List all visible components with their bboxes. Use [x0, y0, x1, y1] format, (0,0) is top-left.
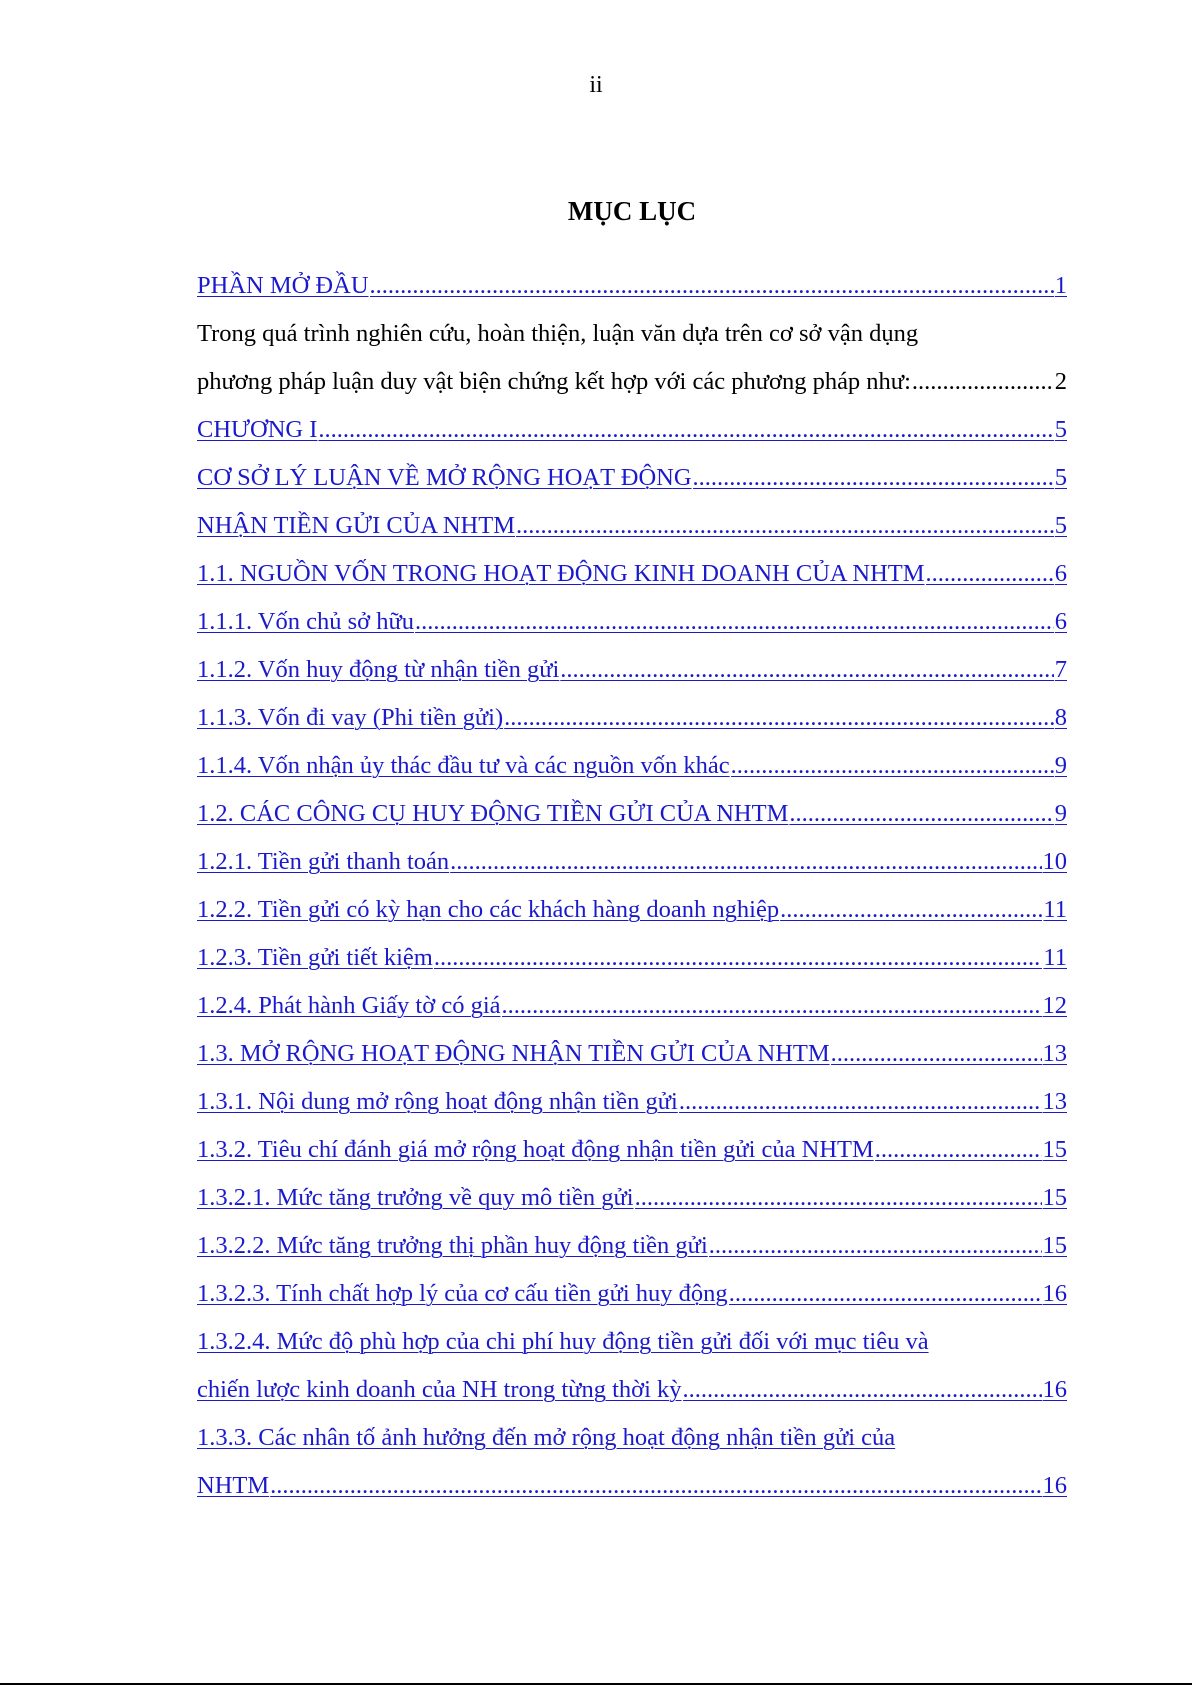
toc-entry-title: Trong quá trình nghiên cứu, hoàn thiện, luận văn dựa trên cơ sở vận dụng	[197, 320, 919, 347]
toc-dot-leader	[516, 502, 1054, 550]
toc-entry-title: chiến lược kinh doanh của NH trong từng thời kỳ	[197, 1376, 682, 1403]
toc-entry-title: 1.1.3. Vốn đi vay (Phi tiền gửi)	[197, 704, 504, 731]
toc-entry-title: PHẦN MỞ ĐẦU	[197, 272, 369, 299]
toc-entry-page: 15	[1042, 1184, 1067, 1211]
toc-dot-leader	[789, 790, 1053, 838]
toc-entry-title: 1.2. CÁC CÔNG CỤ HUY ĐỘNG TIỀN GỬI CỦA NHTM	[197, 800, 789, 827]
toc-entry-page: 1	[1054, 272, 1067, 299]
toc-entry[interactable]	[197, 1462, 1067, 1510]
toc-entry-title: CƠ SỞ LÝ LUẬN VỀ MỞ RỘNG HOẠT ĐỘNG	[197, 464, 692, 491]
toc-entry[interactable]	[197, 886, 1067, 934]
toc-dot-leader	[780, 886, 1042, 934]
toc-dot-leader	[434, 934, 1043, 982]
toc-entry[interactable]	[197, 694, 1067, 742]
toc-entry-title: 1.2.3. Tiền gửi tiết kiệm	[197, 944, 433, 971]
toc-dot-leader	[450, 838, 1041, 886]
toc-dot-leader	[683, 1366, 1042, 1414]
toc-entry-page: 7	[1054, 656, 1067, 683]
toc-entry[interactable]	[197, 1126, 1067, 1174]
toc-entry[interactable]	[197, 502, 1067, 550]
toc-entry[interactable]	[197, 1414, 1067, 1462]
toc-entry[interactable]	[197, 1174, 1067, 1222]
page-number: ii	[589, 72, 603, 98]
toc-entry-page: 2	[1054, 368, 1067, 395]
toc-dot-leader	[318, 406, 1053, 454]
toc-entry-title: 1.3.2. Tiêu chí đánh giá mở rộng hoạt động nhận tiền gửi của NHTM	[197, 1136, 874, 1163]
toc-dot-leader	[560, 646, 1053, 694]
toc-entry-title: 1.3.1. Nội dung mở rộng hoạt động nhận tiền gửi	[197, 1088, 678, 1115]
toc-entry[interactable]	[197, 790, 1067, 838]
toc-entry-title: 1.2.2. Tiền gửi có kỳ hạn cho các khách hàng doanh nghiệp	[197, 896, 780, 923]
toc-dot-leader	[926, 550, 1054, 598]
toc-dot-leader	[415, 598, 1054, 646]
toc-entry-page: 13	[1042, 1088, 1067, 1115]
toc-entry-title: phương pháp luận duy vật biện chứng kết hợp với các phương pháp như:	[197, 368, 911, 395]
toc-entry	[197, 310, 1067, 358]
toc-entry-page: 5	[1054, 512, 1067, 539]
toc-entry-page: 8	[1054, 704, 1067, 731]
page-title: MỤC LỤC	[567, 196, 697, 226]
toc-dot-leader	[729, 1270, 1042, 1318]
toc-entry-page: 16	[1042, 1472, 1067, 1499]
toc-entry-page: 13	[1042, 1040, 1067, 1067]
toc-entry-page: 5	[1054, 464, 1067, 491]
toc-entry-title: 1.1. NGUỒN VỐN TRONG HOẠT ĐỘNG KINH DOANH CỦA NHTM	[197, 560, 925, 587]
toc-entry-page: 6	[1054, 560, 1067, 587]
toc-dot-leader	[709, 1222, 1042, 1270]
toc-entry[interactable]	[197, 1318, 1067, 1366]
toc-dot-leader	[504, 694, 1054, 742]
toc-entry[interactable]	[197, 838, 1067, 886]
toc-entry[interactable]	[197, 262, 1067, 310]
toc-entry-title: NHTM	[197, 1472, 270, 1499]
toc-dot-leader	[912, 358, 1054, 406]
toc-entry-title: 1.3.2.1. Mức tăng trưởng về quy mô tiền gửi	[197, 1184, 634, 1211]
toc-entry-page: 10	[1042, 848, 1067, 875]
toc-entry-title: 1.3.2.3. Tính chất hợp lý của cơ cấu tiền gửi huy động	[197, 1280, 728, 1307]
toc-entry-page: 5	[1054, 416, 1067, 443]
toc-dot-leader	[370, 262, 1054, 310]
toc-entry-page: 15	[1042, 1136, 1067, 1163]
toc-dot-leader	[270, 1462, 1041, 1510]
toc-entry[interactable]	[197, 1222, 1067, 1270]
toc-entry-title: CHƯƠNG I	[197, 416, 318, 443]
toc-entry-title: NHẬN TIỀN GỬI CỦA NHTM	[197, 512, 515, 539]
toc-entry-title: 1.3.2.2. Mức tăng trưởng thị phần huy động tiền gửi	[197, 1232, 708, 1259]
toc-entry[interactable]	[197, 454, 1067, 502]
toc-dot-leader	[679, 1078, 1042, 1126]
toc-dot-leader	[831, 1030, 1042, 1078]
toc-entry-title: 1.2.4. Phát hành Giấy tờ có giá	[197, 992, 501, 1019]
toc-entry	[197, 358, 1067, 406]
toc-entry-page: 11	[1043, 944, 1067, 971]
toc-entry[interactable]	[197, 1078, 1067, 1126]
toc-entry-title: 1.2.1. Tiền gửi thanh toán	[197, 848, 450, 875]
toc-entry[interactable]	[197, 742, 1067, 790]
toc-entry[interactable]	[197, 1270, 1067, 1318]
toc-entry-page: 9	[1054, 800, 1067, 827]
toc-dot-leader	[731, 742, 1054, 790]
toc-dot-leader	[502, 982, 1042, 1030]
toc-dot-leader	[875, 1126, 1042, 1174]
toc-entry[interactable]	[197, 934, 1067, 982]
toc-entry-page: 16	[1042, 1280, 1067, 1307]
toc-entry-page: 6	[1054, 608, 1067, 635]
toc-entry-page: 15	[1042, 1232, 1067, 1259]
toc-entry[interactable]	[197, 1366, 1067, 1414]
toc-dot-leader	[635, 1174, 1042, 1222]
toc-entry-page: 11	[1043, 896, 1067, 923]
toc-entry-page: 16	[1042, 1376, 1067, 1403]
toc-entry[interactable]	[197, 1030, 1067, 1078]
toc-dot-leader	[693, 454, 1054, 502]
toc-entry-title: 1.3.3. Các nhân tố ảnh hưởng đến mở rộng hoạt động nhận tiền gửi của	[197, 1424, 896, 1451]
toc-entry[interactable]	[197, 550, 1067, 598]
toc-entry-title: 1.3. MỞ RỘNG HOẠT ĐỘNG NHẬN TIỀN GỬI CỦA NHTM	[197, 1040, 830, 1067]
toc-entry-title: 1.1.2. Vốn huy động từ nhận tiền gửi	[197, 656, 560, 683]
toc-entry[interactable]	[197, 646, 1067, 694]
toc-entry-page: 9	[1054, 752, 1067, 779]
toc-entry-title: 1.3.2.4. Mức độ phù hợp của chi phí huy động tiền gửi đối với mục tiêu và	[197, 1328, 929, 1355]
toc-entry-page: 12	[1042, 992, 1067, 1019]
toc-entry[interactable]	[197, 598, 1067, 646]
toc-entry[interactable]	[197, 982, 1067, 1030]
toc-entry[interactable]	[197, 406, 1067, 454]
table-of-contents	[197, 262, 1067, 1510]
toc-entry-title: 1.1.4. Vốn nhận ủy thác đầu tư và các nguồn vốn khác	[197, 752, 730, 779]
toc-entry-title: 1.1.1. Vốn chủ sở hữu	[197, 608, 415, 635]
